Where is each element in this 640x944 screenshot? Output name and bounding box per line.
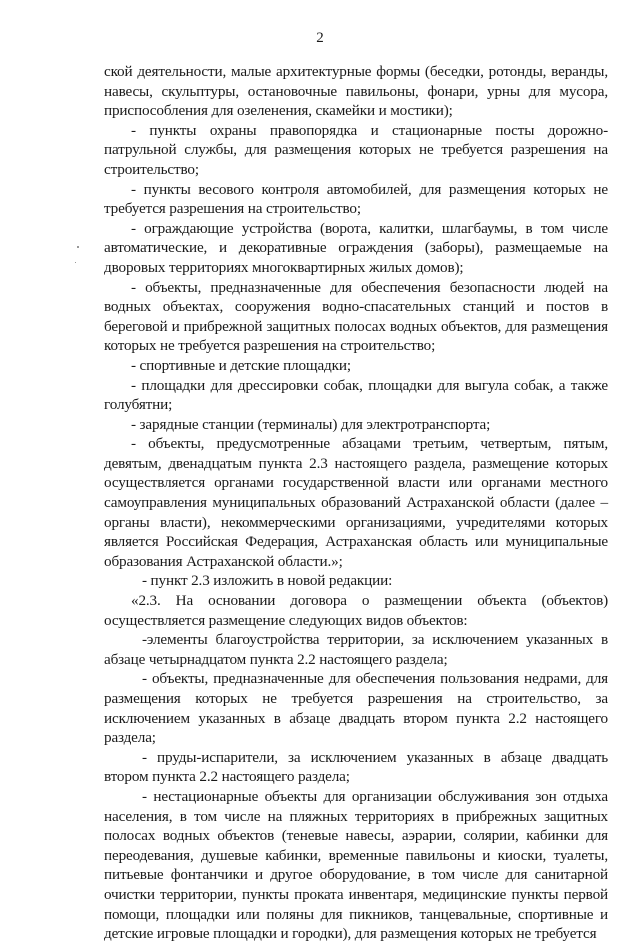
paragraph-1: ской деятельности, малые архитектурные формы (беседки, ротонды, веранды, навесы, скульптуры, остановочные павильоны, фонари, урны для мусора, приспособления для озеленения, скамейки и мостики); <box>104 63 608 120</box>
paragraph-11: «2.3. На основании договора о размещении объекта (объектов) осуществляется размещение следующих видов объектов: <box>104 592 608 629</box>
document-body <box>104 62 608 944</box>
scan-speck <box>75 262 76 263</box>
paragraph-9: - объекты, предусмотренные абзацами третьим, четвертым, пятым, девятым, двенадцатым пункта 2.3 настоящего раздела, размещение которых осуществляется органами государственной власти или органами местного самоуправления муниципальных образований Астраханской области (далее – органы власти), некоммерческими организациями, учредителями которых является Российская Федерация, Астраханская область или муниципальные образования Астраханской области.»; <box>104 435 608 570</box>
paragraph-2: - пункты охраны правопорядка и стационарные посты дорожно-патрульной службы, для размещения которых не требуется разрешения на строительство; <box>104 121 608 178</box>
paragraph-12: -элементы благоустройства территории, за исключением указанных в абзаце четырнадцатом пункта 2.2 настоящего раздела; <box>104 631 608 668</box>
paragraph-13: - объекты, предназначенные для обеспечения пользования недрами, для размещения которых не требуется разрешения на строительство, за исключением указанных в абзаце двадцать втором пункта 2.2 настоящего раздела; <box>104 670 608 747</box>
paragraph-6: - спортивные и детские площадки; <box>131 356 351 374</box>
scan-speck <box>77 246 79 248</box>
paragraph-14: - пруды-испарители, за исключением указанных в абзаце двадцать втором пункта 2.2 настоящего раздела; <box>104 748 608 786</box>
paragraph-3: - пункты весового контроля автомобилей, для размещения которых не требуется разрешения на строительство; <box>104 180 608 218</box>
paragraph-15: - нестационарные объекты для организации обслуживания зон отдыха населения, в том числе на пляжных территориях в прибрежных защитных полосах водных объектов (теневые навесы, аэрарии, солярии, кабинки для переодевания, душевые кабинки, временные павильоны и киоски, туалеты, питьевые фонтанчики и другое оборудование, в том числе для санитарной очистки территории, пункты проката инвентаря, медицинские пункты первой помощи, площадки или поляны для пикников, танцевальные, спортивные и детские игровые площадки и городки), для размещения которых не требуется <box>104 787 608 943</box>
paragraph-4: - ограждающие устройства (ворота, калитки, шлагбаумы, в том числе автоматические, и декоративные ограждения (заборы), размещаемые на дворовых территориях многоквартирных жилых домов); <box>104 219 608 276</box>
paragraph-8: - зарядные станции (терминалы) для электротранспорта; <box>131 415 491 433</box>
paragraph-7: - площадки для дрессировки собак, площадки для выгула собак, а также голубятни; <box>104 376 608 414</box>
page-number: 2 <box>316 30 324 46</box>
paragraph-10: - пункт 2.3 изложить в новой редакции: <box>142 572 393 590</box>
paragraph-5: - объекты, предназначенные для обеспечения безопасности людей на водных объектах, сооружения водно-спасательных станций и постов в береговой и прибрежной защитных полосах водных объектов, для размещения которых не требуется разрешения на строительство; <box>104 278 608 355</box>
